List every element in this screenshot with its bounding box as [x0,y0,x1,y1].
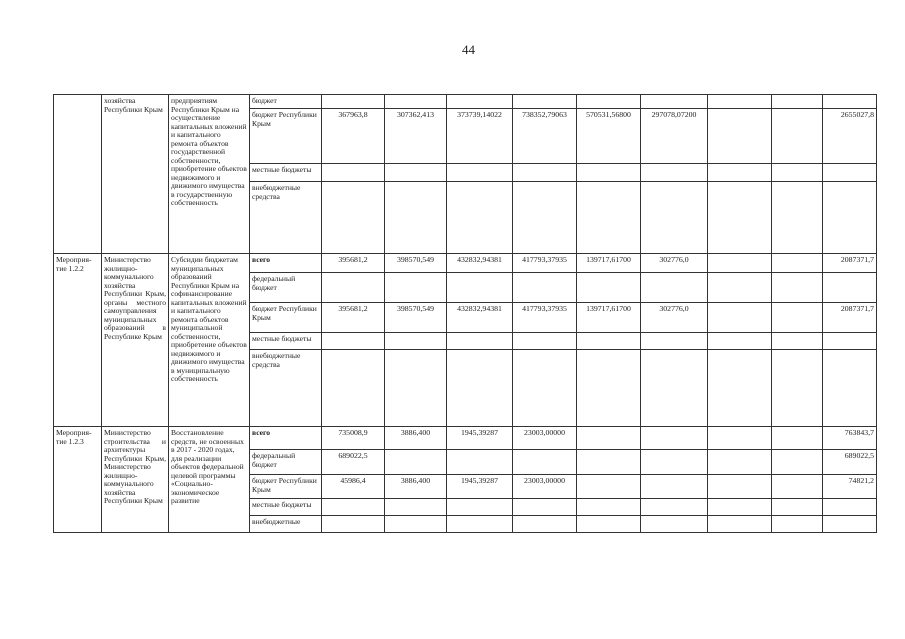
year-value-cell [577,516,641,533]
funding-source-cell: внебюджетные [250,516,322,533]
year-value-cell [385,95,447,109]
year-value-cell [772,350,823,427]
year-value-cell [641,333,708,350]
year-value-cell [385,333,447,350]
year-value-cell: 45986,4 [322,475,385,499]
year-value-cell [447,450,513,475]
year-value-cell [708,95,772,109]
total-value-cell [823,95,877,109]
year-value-cell [513,333,577,350]
table-row [54,427,877,450]
year-value-cell [447,273,513,303]
year-value-cell: 432832,94381 [447,254,513,273]
year-value-cell: 432832,94381 [447,303,513,333]
year-value-cell: 735008,9 [322,427,385,450]
funding-source-cell: бюджет Республики Крым [250,109,322,164]
year-value-cell [385,182,447,254]
year-value-cell [708,499,772,516]
description-cell: Субсидии бюджетам муниципальных образований Республики Крым на софинансирование капитальных вложений и капитального ремонта объектов муниципальной собственности, приобретение объектов недвижимого и движимого имущества в муниципальную собственность [169,254,250,427]
year-value-cell [322,95,385,109]
year-value-cell [641,475,708,499]
funding-source-cell: местные бюджеты [250,333,322,350]
year-value-cell [641,350,708,427]
year-value-cell [577,182,641,254]
year-value-cell [641,427,708,450]
year-value-cell [385,164,447,182]
year-value-cell [708,427,772,450]
year-value-cell [577,499,641,516]
year-value-cell [385,499,447,516]
year-value-cell [772,333,823,350]
year-value-cell [641,450,708,475]
total-value-cell: 763843,7 [823,427,877,450]
year-value-cell [513,499,577,516]
year-value-cell: 373739,14022 [447,109,513,164]
year-value-cell [577,350,641,427]
year-value-cell: 3886,400 [385,475,447,499]
year-value-cell [577,333,641,350]
year-value-cell [513,95,577,109]
description-cell: предприятиям Республики Крым на осуществление капитальных вложений и капитального ремонта объектов государственной собственности, приобретение объектов недвижимого и движимого имущества в государственную собственность [169,95,250,254]
year-value-cell: 297078,07200 [641,109,708,164]
year-value-cell: 395681,2 [322,303,385,333]
page-number: 44 [462,42,475,57]
year-value-cell [772,516,823,533]
year-value-cell [708,164,772,182]
year-value-cell [513,273,577,303]
total-value-cell: 689022,5 [823,450,877,475]
funding-source-cell: внебюджетные средства [250,182,322,254]
executor-cell: Министерство жилищно-коммунального хозяйства Республики Крым, органы местного самоуправления муниципальных образований в Республике Крым [102,254,169,427]
year-value-cell: 23003,00000 [513,427,577,450]
year-value-cell [772,109,823,164]
funding-source-cell: всего [250,254,322,273]
year-value-cell: 23003,00000 [513,475,577,499]
year-value-cell [577,450,641,475]
year-value-cell: 398570,549 [385,254,447,273]
year-value-cell [577,273,641,303]
year-value-cell [708,273,772,303]
funding-source-cell: внебюджетные средства [250,350,322,427]
year-value-cell [322,499,385,516]
measure-id-cell: Мероприя-тие 1.2.2 [54,254,102,427]
year-value-cell [708,254,772,273]
year-value-cell: 302776,0 [641,303,708,333]
year-value-cell: 139717,61700 [577,303,641,333]
table-body [54,95,877,533]
year-value-cell [641,273,708,303]
year-value-cell [513,164,577,182]
description-cell: Восстановление средств, не освоенных в 2017 - 2020 годах, для реализации объектов федеральной целевой программы «Социально-экономическое развитие [169,427,250,533]
year-value-cell [708,450,772,475]
measure-id-cell [54,95,102,254]
funding-source-cell: федеральный бюджет [250,273,322,303]
year-value-cell [772,182,823,254]
year-value-cell: 1945,39287 [447,475,513,499]
year-value-cell: 738352,79063 [513,109,577,164]
total-value-cell: 74821,2 [823,475,877,499]
year-value-cell [708,516,772,533]
year-value-cell [447,333,513,350]
year-value-cell [708,475,772,499]
year-value-cell: 689022,5 [322,450,385,475]
year-value-cell [772,273,823,303]
year-value-cell [708,109,772,164]
year-value-cell: 570531,56800 [577,109,641,164]
year-value-cell [447,499,513,516]
year-value-cell [772,254,823,273]
year-value-cell [385,273,447,303]
funding-source-cell: бюджет Республики Крым [250,303,322,333]
year-value-cell [513,350,577,427]
year-value-cell: 417793,37935 [513,303,577,333]
executor-cell: хозяйства Республики Крым [102,95,169,254]
year-value-cell [385,516,447,533]
year-value-cell: 395681,2 [322,254,385,273]
funding-source-cell: бюджет [250,95,322,109]
year-value-cell [772,499,823,516]
year-value-cell [385,350,447,427]
year-value-cell: 1945,39287 [447,427,513,450]
year-value-cell [513,516,577,533]
year-value-cell [641,164,708,182]
total-value-cell: 2655027,8 [823,109,877,164]
total-value-cell [823,350,877,427]
table-row [54,95,877,109]
year-value-cell: 139717,61700 [577,254,641,273]
year-value-cell: 367963,8 [322,109,385,164]
year-value-cell [447,516,513,533]
year-value-cell [577,164,641,182]
year-value-cell [322,350,385,427]
year-value-cell [447,350,513,427]
year-value-cell [447,182,513,254]
funding-source-cell: бюджет Республики Крым [250,475,322,499]
year-value-cell: 3886,400 [385,427,447,450]
year-value-cell [322,182,385,254]
total-value-cell [823,499,877,516]
executor-cell: Министерство строительства и архитектуры Республики Крым, Министерство жилищно-коммунального хозяйства Республики Крым [102,427,169,533]
funding-source-cell: местные бюджеты [250,499,322,516]
year-value-cell [772,95,823,109]
year-value-cell [772,427,823,450]
year-value-cell [641,516,708,533]
total-value-cell [823,333,877,350]
measure-id-cell: Мероприя-тие 1.2.3 [54,427,102,533]
total-value-cell: 2087371,7 [823,303,877,333]
year-value-cell [322,516,385,533]
year-value-cell [322,273,385,303]
year-value-cell [641,182,708,254]
total-value-cell [823,516,877,533]
year-value-cell [447,164,513,182]
funding-source-cell: местные бюджеты [250,164,322,182]
year-value-cell [322,164,385,182]
funding-source-cell: всего [250,427,322,450]
year-value-cell [772,303,823,333]
year-value-cell [577,475,641,499]
year-value-cell [322,333,385,350]
total-value-cell [823,273,877,303]
year-value-cell [708,182,772,254]
budget-table [53,94,877,533]
year-value-cell [447,95,513,109]
year-value-cell [641,95,708,109]
year-value-cell [385,450,447,475]
year-value-cell [513,450,577,475]
year-value-cell: 417793,37935 [513,254,577,273]
year-value-cell [708,333,772,350]
year-value-cell: 398570,549 [385,303,447,333]
year-value-cell [708,303,772,333]
year-value-cell [772,450,823,475]
year-value-cell [708,350,772,427]
year-value-cell [513,182,577,254]
year-value-cell [772,475,823,499]
year-value-cell [772,164,823,182]
year-value-cell: 307362,413 [385,109,447,164]
year-value-cell [641,499,708,516]
total-value-cell [823,182,877,254]
total-value-cell [823,164,877,182]
year-value-cell: 302776,0 [641,254,708,273]
funding-source-cell: федеральный бюджет [250,450,322,475]
year-value-cell [577,95,641,109]
year-value-cell [577,427,641,450]
table-row [54,254,877,273]
total-value-cell: 2087371,7 [823,254,877,273]
